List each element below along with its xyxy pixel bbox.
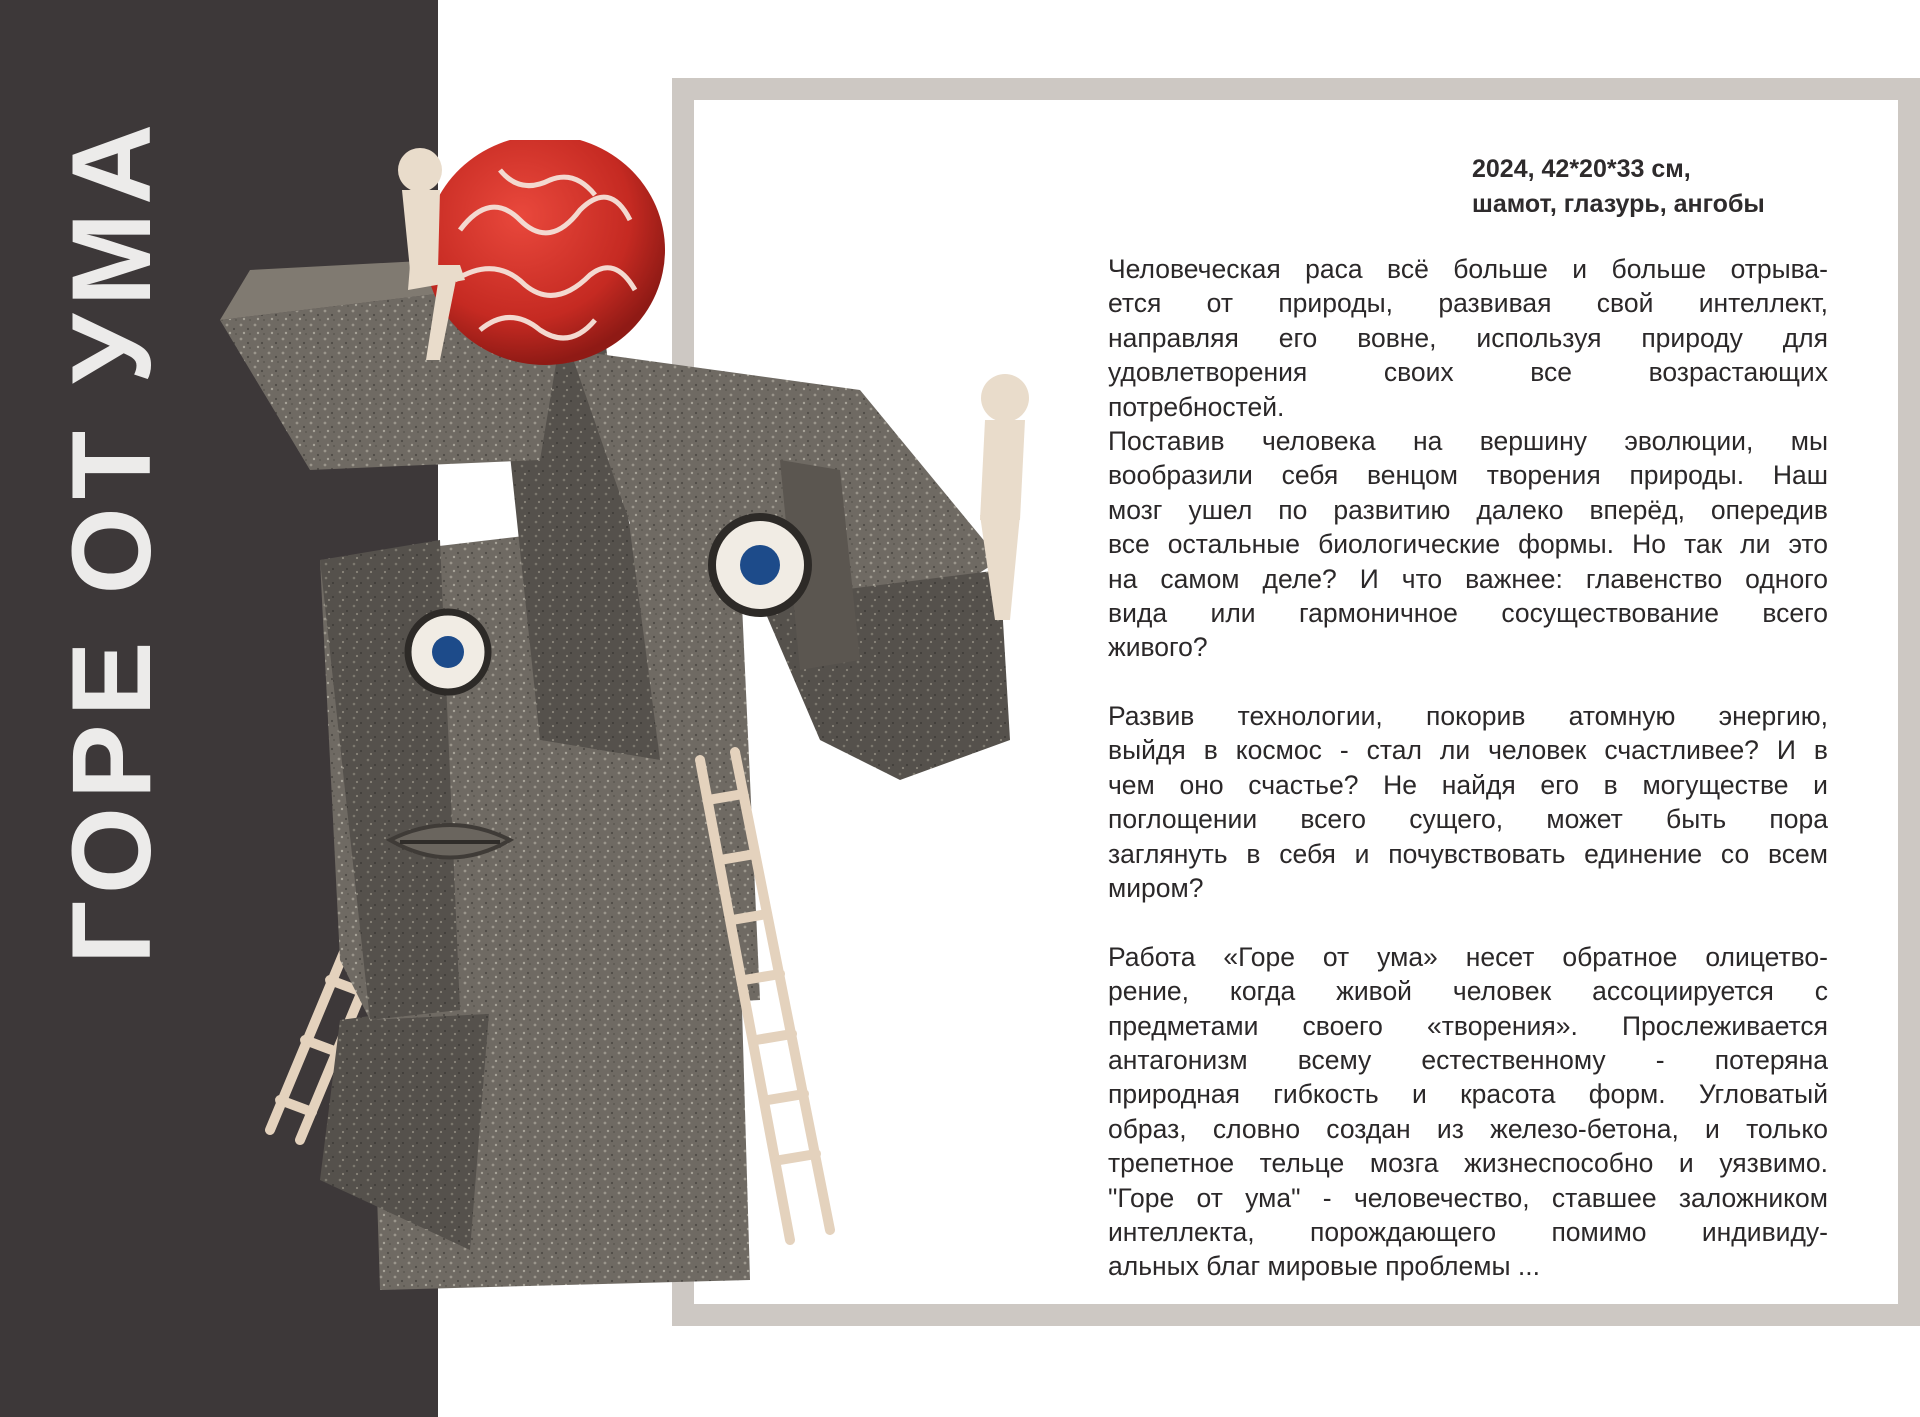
paragraph-2 xyxy=(1108,699,1828,905)
text-line: предметами своего «творения». Прослеживается xyxy=(1108,1010,1828,1041)
text-line: мозг ушел по развитию далеко вперёд, опередив xyxy=(1108,494,1828,525)
text-line: Развив технологии, покорив атомную энергию, xyxy=(1108,701,1828,732)
text-line: антагонизм всему естественному - потеряна xyxy=(1108,1044,1828,1075)
text-line: чем оно счастье? Не найдя его в могуществе и xyxy=(1108,769,1828,800)
text-line: ется от природы, развивая свой интеллект, xyxy=(1108,288,1828,319)
text-line: альных благ мировые проблемы ... xyxy=(1108,1251,1540,1282)
text-line: природная гибкость и красота форм. Угловатый xyxy=(1108,1079,1828,1110)
page-title: ГОРЕ ОТ УМА xyxy=(49,115,174,965)
text-line: направляя его вовне, используя природу для xyxy=(1108,322,1828,353)
text-line: удовлетворения своих все возрастающих xyxy=(1108,357,1828,388)
text-line: потребностей. xyxy=(1108,391,1285,422)
text-line: миром? xyxy=(1108,873,1204,904)
description-text xyxy=(1108,252,1828,1284)
sculpture-image xyxy=(140,140,1040,1340)
text-line: Поставив человека на вершину эволюции, мы xyxy=(1108,425,1828,456)
text-line: трепетное тельце мозга жизнеспособно и уязвимо. xyxy=(1108,1148,1828,1179)
text-line: Работа «Горе от ума» несет обратное олицетво- xyxy=(1108,941,1828,972)
text-line: образ, словно создан из железо-бетона, и только xyxy=(1108,1113,1828,1144)
text-line: рение, когда живой человек ассоциируется с xyxy=(1108,976,1828,1007)
meta-year-size: 2024, 42*20*33 см, xyxy=(1472,155,1691,183)
text-line: все остальные биологические формы. Но так ли это xyxy=(1108,529,1828,560)
text-line: вида или гармоничное сосуществование всего xyxy=(1108,597,1828,628)
paragraph-1 xyxy=(1108,252,1828,665)
meta-materials: шамот, глазурь, ангобы xyxy=(1472,190,1765,218)
text-line: "Горе от ума" - человечество, ставшее заложником xyxy=(1108,1182,1828,1213)
text-line: на самом деле? И что важнее: главенство одного xyxy=(1108,563,1828,594)
text-line: живого? xyxy=(1108,632,1208,663)
text-line: выйдя в космос - стал ли человек счастливее? И в xyxy=(1108,735,1828,766)
text-line: заглянуть в себя и почувствовать единение со всем xyxy=(1108,838,1828,869)
paragraph-3 xyxy=(1108,940,1828,1284)
text-line: поглощении всего сущего, может быть пора xyxy=(1108,804,1828,835)
text-line: вообразили себя венцом творения природы. Наш xyxy=(1108,460,1828,491)
artwork-meta xyxy=(1472,152,1832,222)
text-line: Человеческая раса всё больше и больше отрыва- xyxy=(1108,254,1828,284)
text-line: интеллекта, порождающего помимо индивиду- xyxy=(1108,1216,1828,1247)
